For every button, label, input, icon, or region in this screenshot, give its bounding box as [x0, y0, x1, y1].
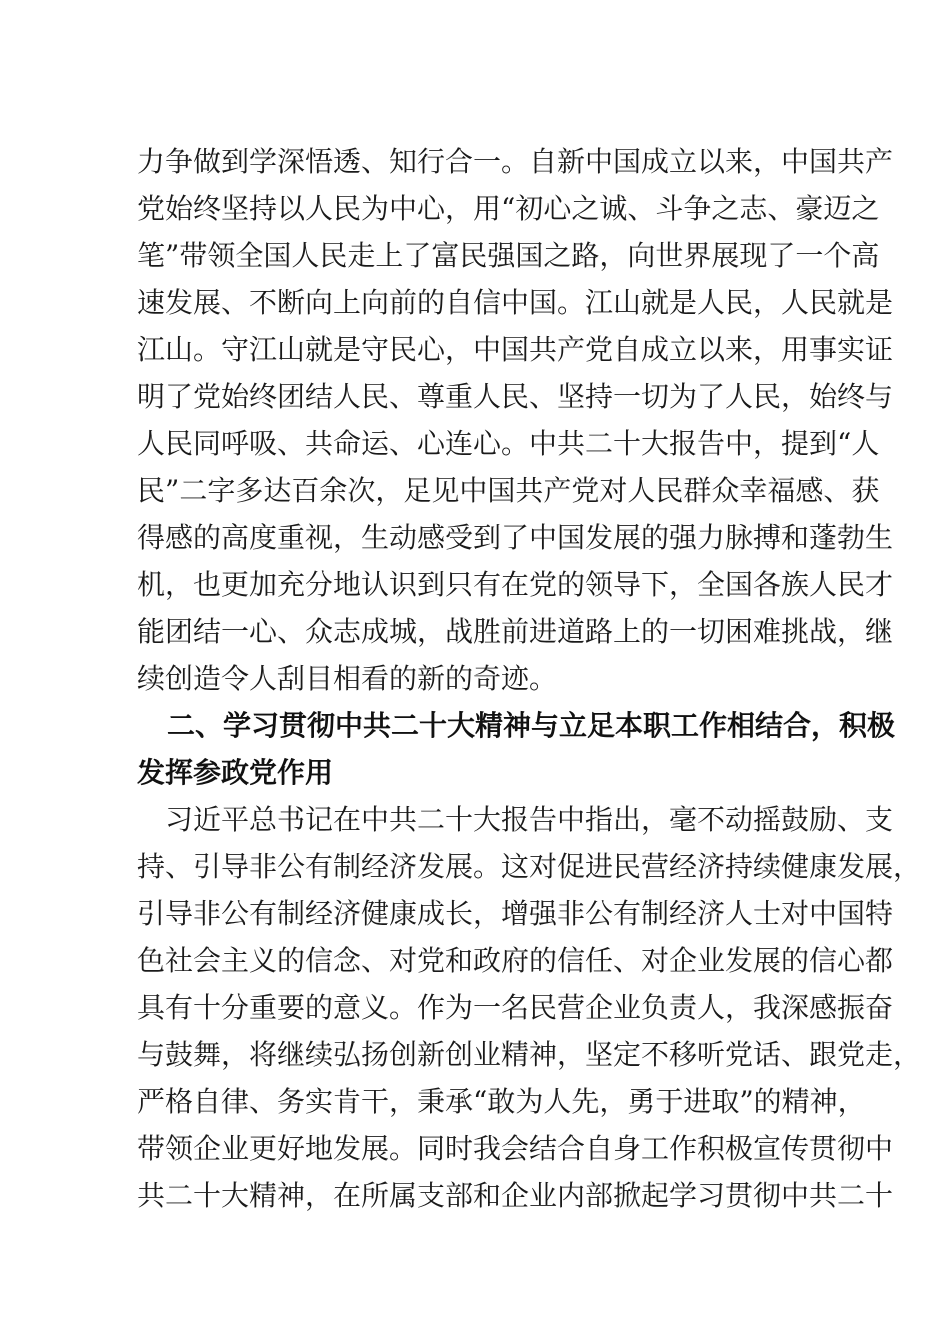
paragraph-1-line: 力争做到学深悟透、知行合一。自新中国成立以来，中国共产: [137, 145, 894, 178]
paragraph-1-line: 机，也更加充分地认识到只有在党的领导下，全国各族人民才: [137, 568, 894, 601]
paragraph-2-line: 共二十大精神，在所属支部和企业内部掀起学习贯彻中共二十: [137, 1179, 894, 1212]
paragraph-1-line: 能团结一心、众志成城，战胜前进道路上的一切困难挑战，继: [137, 615, 894, 648]
paragraph-1-line: 笔”带领全国人民走上了富民强国之路，向世界展现了一个高: [137, 239, 880, 272]
paragraph-2-line: 引导非公有制经济健康成长，增强非公有制经济人士对中国特: [137, 897, 894, 930]
section-heading-line: 发挥参政党作用: [137, 756, 334, 789]
paragraph-1-line: 速发展、不断向上向前的自信中国。江山就是人民，人民就是: [137, 286, 894, 319]
paragraph-1-line: 续创造令人刮目相看的新的奇迹。: [137, 662, 558, 695]
paragraph-2-line: 习近平总书记在中共二十大报告中指出，毫不动摇鼓励、支: [165, 803, 894, 836]
paragraph-1-line: 江山。守江山就是守民心，中国共产党自成立以来，用事实证: [137, 333, 894, 366]
paragraph-2-line: 色社会主义的信念、对党和政府的信任、对企业发展的信心都: [137, 944, 894, 977]
section-heading-line: 二、学习贯彻中共二十大精神与立足本职工作相结合，积极: [167, 709, 896, 742]
paragraph-1-line: 明了党始终团结人民、尊重人民、坚持一切为了人民，始终与: [137, 380, 894, 413]
paragraph-2-line: 具有十分重要的意义。作为一名民营企业负责人，我深感振奋: [137, 991, 894, 1024]
paragraph-2-line: 与鼓舞，将继续弘扬创新创业精神，坚定不移听党话、跟党走，: [137, 1038, 922, 1071]
paragraph-1-line: 人民同呼吸、共命运、心连心。中共二十大报告中，提到“人: [137, 427, 880, 460]
paragraph-2-line: 严格自律、务实肯干，秉承“敢为人先，勇于进取”的精神，: [137, 1085, 866, 1118]
paragraph-1-line: 党始终坚持以人民为中心，用“初心之诚、斗争之志、豪迈之: [137, 192, 880, 225]
paragraph-1-line: 民”二字多达百余次，足见中国共产党对人民群众幸福感、获: [137, 474, 880, 507]
paragraph-1-line: 得感的高度重视，生动感受到了中国发展的强力脉搏和蓬勃生: [137, 521, 894, 554]
paragraph-2-line: 持、引导非公有制经济发展。这对促进民营经济持续健康发展，: [137, 850, 922, 883]
paragraph-2-line: 带领企业更好地发展。同时我会结合自身工作积极宣传贯彻中: [137, 1132, 894, 1165]
